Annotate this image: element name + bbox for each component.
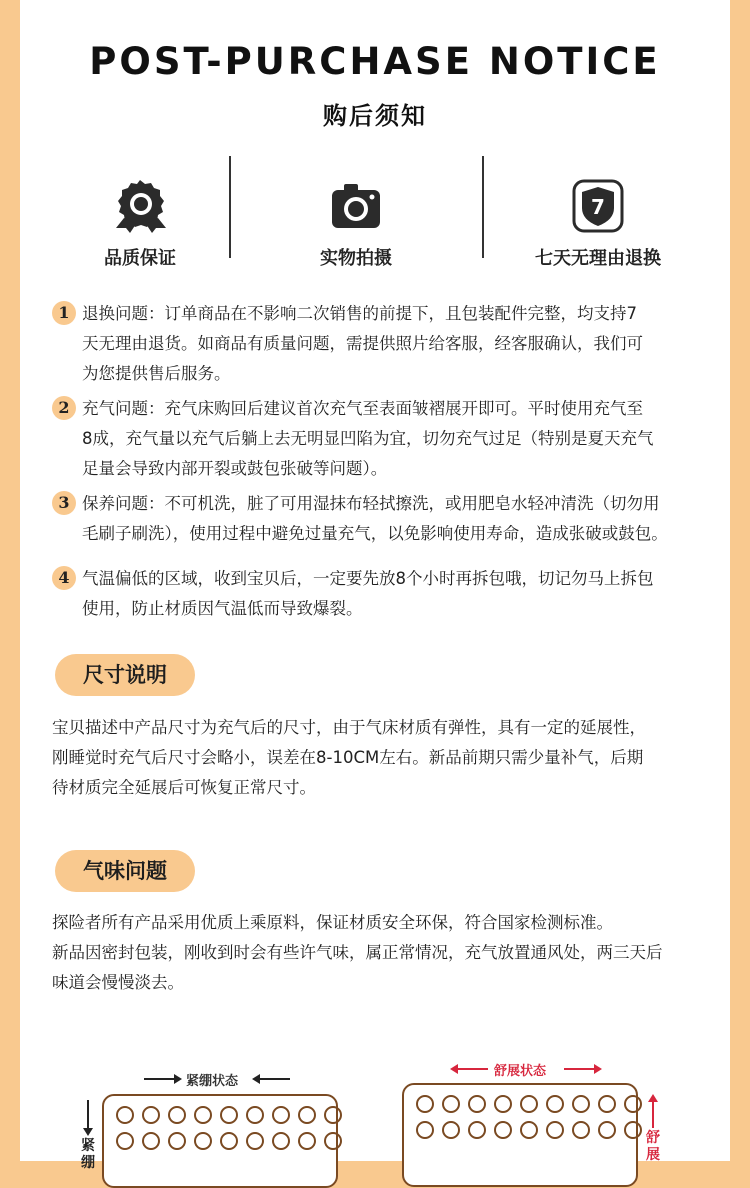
feature-label: 品质保证 — [104, 248, 176, 269]
arrow-right-red-icon — [562, 1063, 602, 1075]
size-section-text — [52, 713, 718, 803]
tense-vertical-label: 紧绷 — [81, 1138, 95, 1171]
notice-line: 足量会导致内部开裂或鼓包张破等问题）。 — [82, 459, 388, 478]
divider — [482, 156, 484, 258]
notice-line: 为您提供售后服务。 — [82, 364, 231, 383]
notice-line: 8成，充气量以充气后躺上去无明显凹陷为宜，切勿充气过足（特别是夏天充气 — [82, 429, 654, 448]
notice-number: 1 — [52, 301, 76, 325]
feature-label: 七天无理由退换 — [535, 248, 661, 269]
notice-item-1 — [52, 299, 712, 389]
size-line: 刚睡觉时充气后尺寸会略小，误差在8-10CM左右。新品前期只需少量补气，后期 — [52, 748, 644, 767]
notice-number: 3 — [52, 491, 76, 515]
feature-real-photo — [256, 178, 456, 270]
page — [20, 0, 730, 1171]
arrow-up-red-icon — [647, 1094, 659, 1128]
relaxed-vertical-label: 舒展 — [646, 1130, 660, 1163]
notice-item-4 — [52, 564, 712, 624]
size-section-title: 尺寸说明 — [55, 654, 195, 696]
smell-line: 探险者所有产品采用优质上乘原料，保证材质安全环保，符合国家检测标准。 — [52, 913, 613, 932]
notice-line: 毛刷子刷洗），使用过程中避免过量充气，以免影响使用寿命，造成张破或鼓包。 — [82, 524, 668, 543]
tense-state-label: 紧绷状态 — [186, 1074, 239, 1089]
smell-section-text — [52, 908, 718, 998]
smell-line: 新品因密封包装，刚收到时会有些许气味，属正常情况，充气放置通风处，两三天后 — [52, 943, 663, 962]
quality-badge-icon — [110, 178, 170, 234]
notice-number: 4 — [52, 566, 76, 590]
arrow-down-icon — [82, 1100, 94, 1136]
notice-line: 气温偏低的区域，收到宝贝后，一定要先放8个小时再拆包哦，切记勿马上拆包 — [82, 569, 654, 588]
notice-item-3 — [52, 489, 712, 549]
shield-number: 7 — [591, 195, 605, 219]
tense-holes — [116, 1106, 342, 1158]
tense-mattress — [102, 1094, 338, 1188]
camera-icon — [326, 178, 386, 234]
notice-line: 退换问题：订单商品在不影响二次销售的前提下，且包装配件完整，均支持7 — [82, 304, 637, 323]
notice-item-2 — [52, 394, 712, 484]
size-line: 待材质完全延展后可恢复正常尺寸。 — [52, 778, 316, 797]
relaxed-holes — [416, 1095, 642, 1147]
feature-seven-day-return — [498, 178, 698, 270]
notice-line: 使用，防止材质因气温低而导致爆裂。 — [82, 599, 363, 618]
title-english: POST-PURCHASE NOTICE — [89, 40, 661, 83]
size-line: 宝贝描述中产品尺寸为充气后的尺寸，由于气床材质有弹性，具有一定的延展性， — [52, 718, 646, 737]
smell-section-title: 气味问题 — [55, 850, 195, 892]
notice-line: 天无理由退货。如商品有质量问题，需提供照片给客服，经客服确认，我们可 — [82, 334, 643, 353]
arrow-left-icon — [252, 1073, 292, 1085]
arrow-left-red-icon — [450, 1063, 490, 1075]
feature-quality — [40, 178, 240, 270]
title-chinese: 购后须知 — [323, 102, 427, 130]
notice-line: 保养问题：不可机洗，脏了可用湿抹布轻拭擦洗，或用肥皂水轻冲清洗（切勿用 — [82, 494, 660, 513]
notice-number: 2 — [52, 396, 76, 420]
feature-label: 实物拍摄 — [320, 248, 392, 269]
smell-line: 味道会慢慢淡去。 — [52, 973, 184, 992]
seven-day-shield-icon — [568, 178, 628, 234]
notice-line: 充气问题：充气床购回后建议首次充气至表面皱褶展开即可。平时使用充气至 — [82, 399, 643, 418]
arrow-right-icon — [142, 1073, 182, 1085]
relaxed-state-label: 舒展状态 — [494, 1064, 547, 1079]
relaxed-mattress — [402, 1083, 638, 1187]
